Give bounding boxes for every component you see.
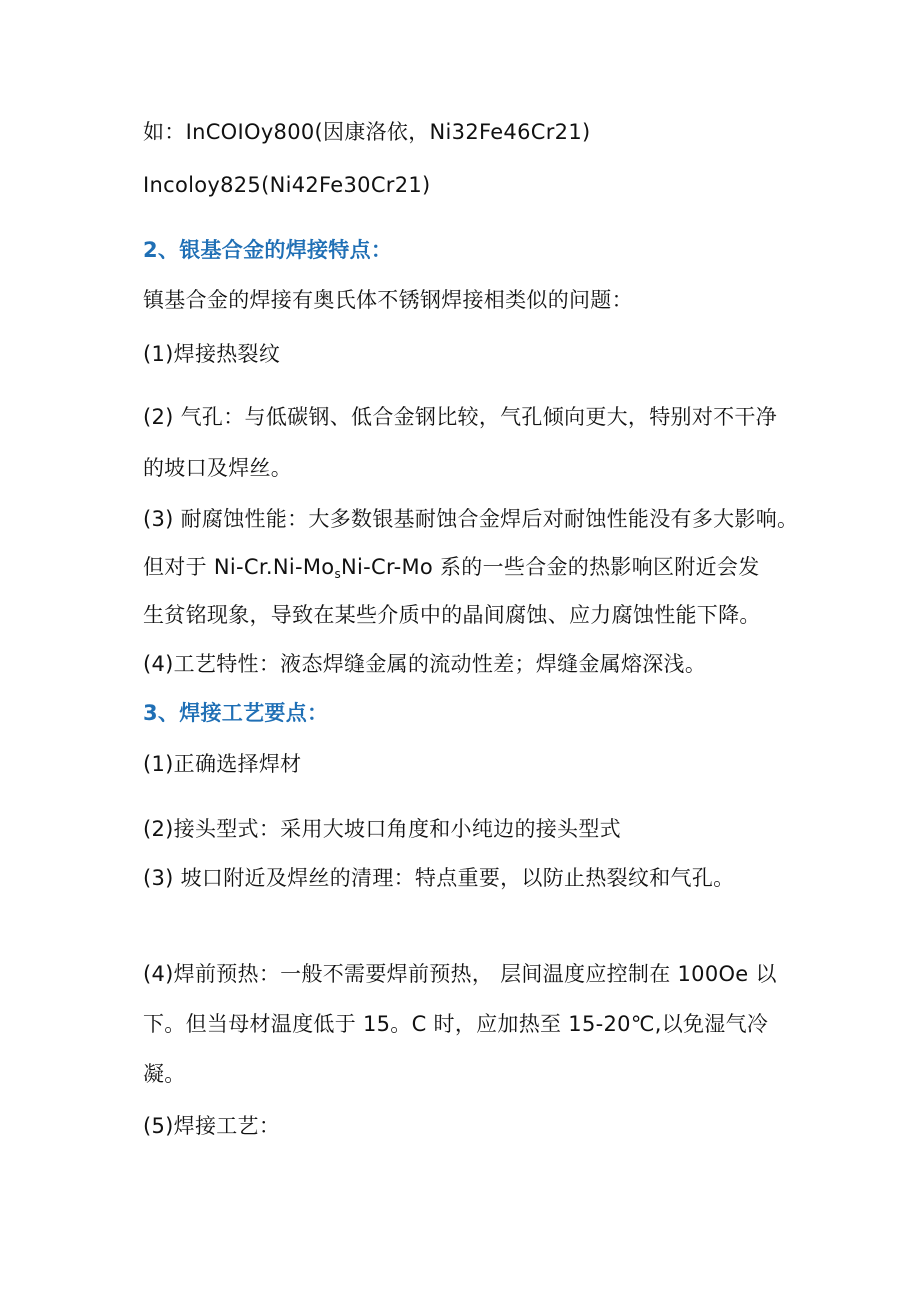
text-line-corrosion-cont: [143, 553, 760, 584]
section-heading-welding-characteristics: 2、银基合金的焊接特点：: [143, 238, 393, 262]
text-line-joint-type: (2)接头型式：采用大坡口角度和小纯边的接头型式: [143, 817, 621, 841]
text-line-corrosion: (3) 耐腐蚀性能：大多数银基耐蚀合金焊后对耐蚀性能没有多大影响。: [143, 507, 799, 531]
text-line-alloy-incoloy825: Incoloy825(Ni42Fe30Cr21): [143, 173, 431, 197]
text-segment: 但对于 Ni-Cr.Ni-Mo: [143, 555, 335, 579]
text-line-porosity-cont: 的坡口及焊丝。: [143, 456, 293, 480]
text-line-preheating-cont: 下。但当母材温度低于 15。C 时，应加热至 15-20℃,以免湿气冷: [143, 1012, 769, 1036]
text-line-chromium-depletion: 生贫铭现象，导致在某些介质中的晶间腐蚀、应力腐蚀性能下降。: [143, 603, 761, 627]
text-line-alloy-incoloy800: 如：InCOIOy800(因康洛依，Ni32Fe46Cr21): [143, 120, 591, 144]
text-line-preheating: (4)焊前预热：一般不需要焊前预热， 层间温度应控制在 100Oe 以: [143, 962, 777, 986]
text-segment: Ni-Cr-Mo 系的一些合金的热影响区附近会发: [341, 555, 760, 579]
text-line-porosity: (2) 气孔：与低碳钢、低合金钢比较，气孔倾向更大，特别对不干净: [143, 405, 778, 429]
text-line-welding-process: (5)焊接工艺：: [143, 1114, 281, 1138]
text-line-select-materials: (1)正确选择焊材: [143, 752, 302, 776]
text-line-hot-cracking: (1)焊接热裂纹: [143, 342, 281, 366]
text-line-intro: 镇基合金的焊接有奥氏体不锈钢焊接相类似的问题：: [143, 288, 633, 312]
text-line-cleaning: (3) 坡口附近及焊丝的清理：特点重要，以防止热裂纹和气孔。: [143, 866, 735, 890]
text-line-process-characteristics: (4)工艺特性：液态焊缝金属的流动性差；焊缝金属熔深浅。: [143, 652, 707, 676]
text-line-condensation: 凝。: [143, 1062, 186, 1086]
subscript-s: s: [334, 567, 341, 581]
section-heading-process-points: 3、焊接工艺要点：: [143, 701, 329, 725]
